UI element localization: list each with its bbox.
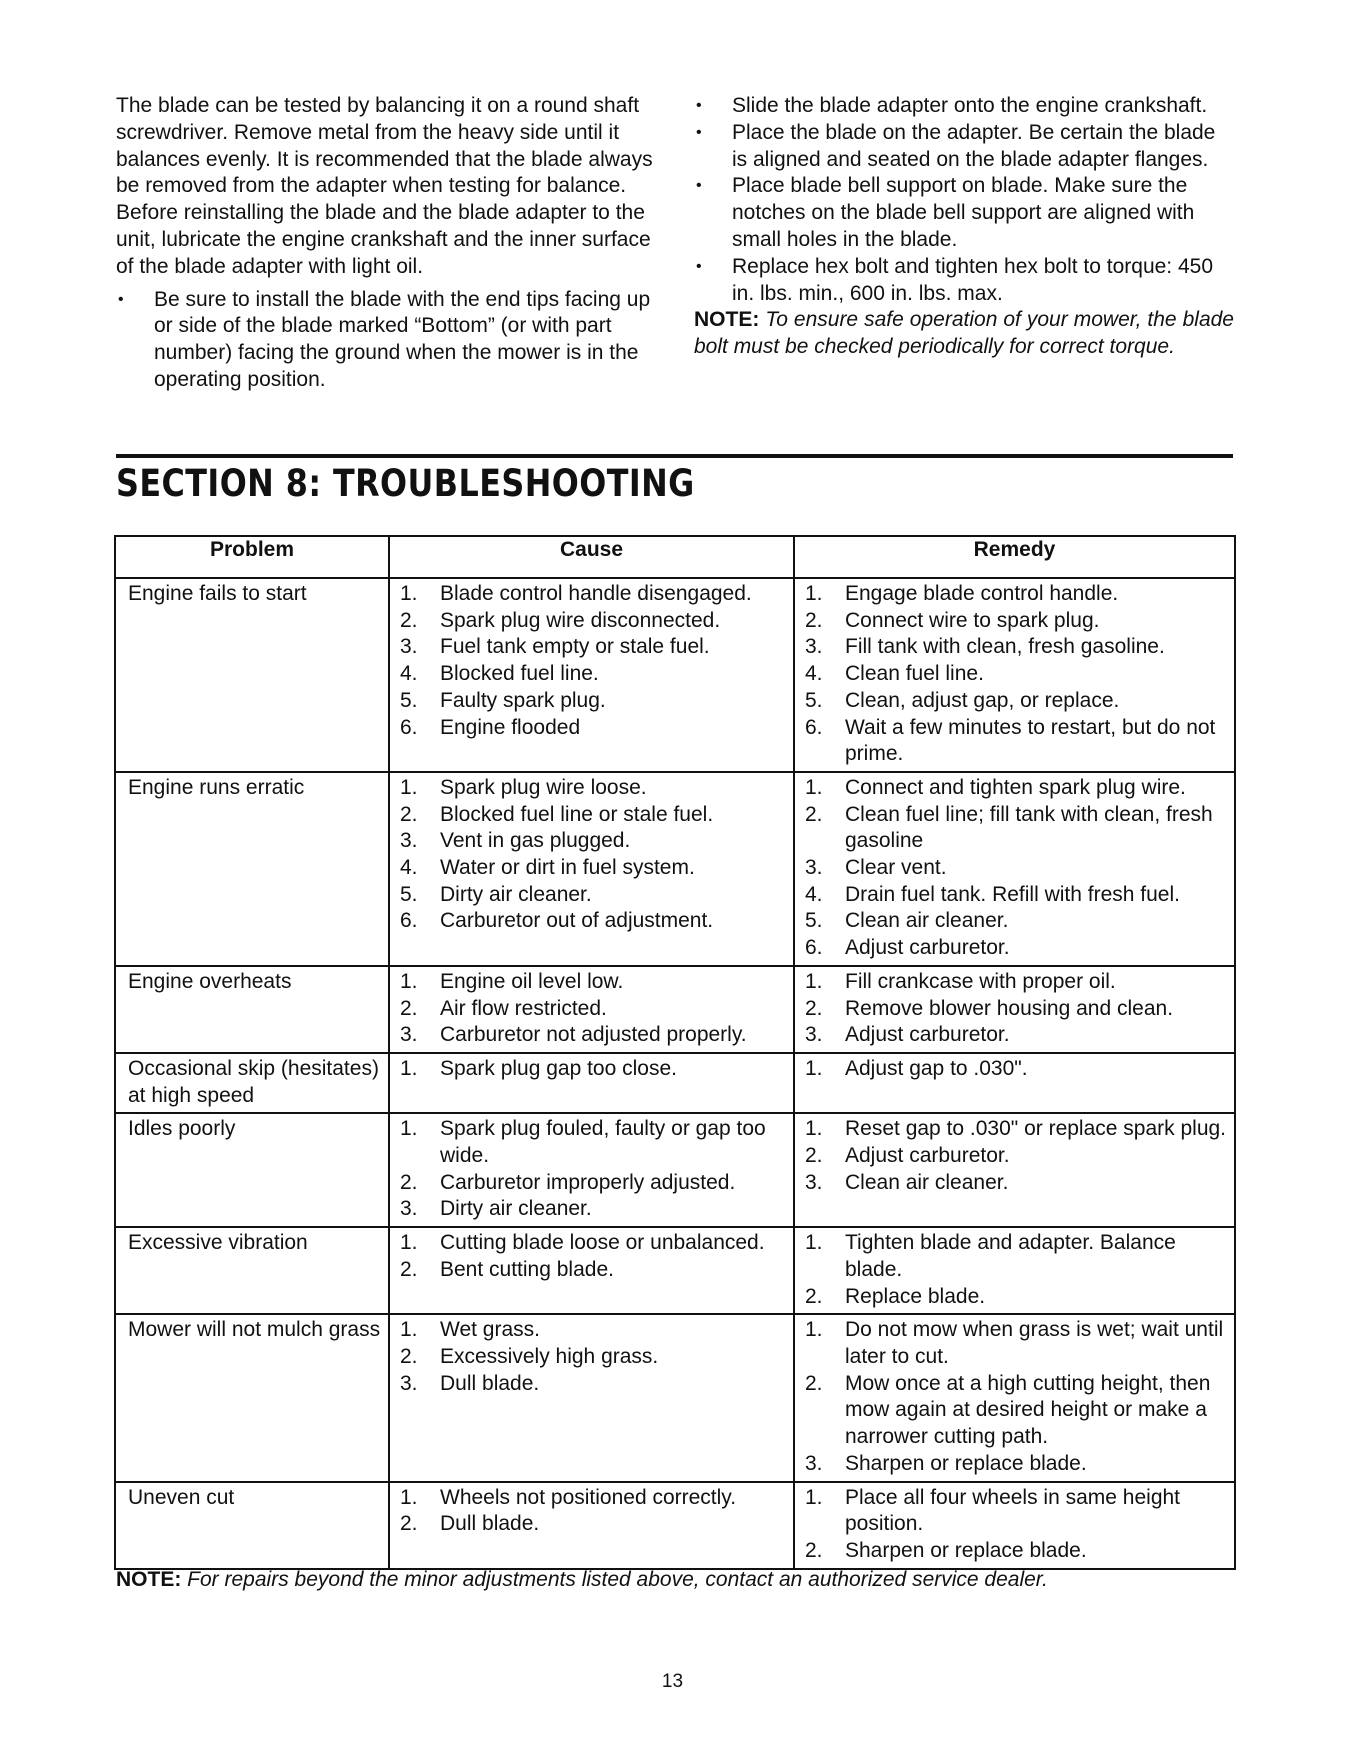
cause-item <box>390 581 793 608</box>
item-text: Blocked fuel line or stale fuel. <box>440 802 714 826</box>
item-number: 6. <box>805 715 823 739</box>
item-text: Spark plug wire disconnected. <box>440 608 721 632</box>
item-number: 3. <box>805 1451 823 1475</box>
remedy-item <box>795 661 1234 688</box>
remedy-item <box>795 935 1234 962</box>
item-number: 4. <box>805 662 823 686</box>
cause-list <box>390 1485 793 1538</box>
column-header-problem: Problem <box>115 536 389 578</box>
item-text: Fuel tank empty or stale fuel. <box>440 635 710 659</box>
item-number: 1. <box>400 1056 418 1080</box>
item-text: Clean fuel line. <box>845 662 984 686</box>
item-number: 1. <box>400 1318 418 1342</box>
bullet-item: • Be sure to install the blade with the end tips facing up or side of the blade marked “Bottom” (or with part number) facing the ground when the mower is in the operating position. <box>116 287 656 394</box>
cause-list <box>390 1317 793 1397</box>
item-number: 2. <box>805 1538 823 1562</box>
remedy-item <box>795 1538 1234 1565</box>
item-number: 2. <box>805 996 823 1020</box>
remedy-item <box>795 608 1234 635</box>
troubleshooting-table <box>114 535 1236 1570</box>
problem-cell: Engine fails to start <box>115 578 389 772</box>
item-text: Spark plug gap too close. <box>440 1056 677 1080</box>
cause-item <box>390 1317 793 1344</box>
item-text: Dirty air cleaner. <box>440 1197 592 1221</box>
cause-cell <box>389 578 794 772</box>
remedy-list <box>795 1485 1234 1565</box>
table-row <box>115 1227 1235 1314</box>
item-text: Spark plug wire loose. <box>440 775 647 799</box>
remedy-cell <box>794 1053 1235 1113</box>
cause-item <box>390 775 793 802</box>
item-text: Blocked fuel line. <box>440 662 599 686</box>
remedy-cell <box>794 578 1235 772</box>
remedy-list <box>795 775 1234 962</box>
cause-item <box>390 1257 793 1284</box>
item-text: Excessively high grass. <box>440 1344 659 1368</box>
item-number: 1. <box>400 1231 418 1255</box>
cause-item <box>390 1196 793 1223</box>
cause-item <box>390 908 793 935</box>
footer-note-label: NOTE: <box>116 1568 182 1591</box>
cause-cell <box>389 1482 794 1569</box>
cause-item <box>390 1022 793 1049</box>
intro-paragraph: The blade can be tested by balancing it on a round shaft screwdriver. Remove metal from the heavy side until it balances evenly. It is recommended that the blade always be removed from the adapter when testing for balance. Before reinstalling the blade and the blade adapter to the unit, lubricate the engine crankshaft and the inner surface of the blade adapter with light oil. <box>116 94 653 278</box>
cause-item <box>390 969 793 996</box>
bullet-item: • Place the blade on the adapter. Be certain the blade is aligned and seated on the blade adapter flanges. <box>694 120 1234 174</box>
item-number: 1. <box>400 969 418 993</box>
remedy-item <box>795 688 1234 715</box>
cause-item <box>390 634 793 661</box>
item-text: Place all four wheels in same height position. <box>845 1485 1181 1536</box>
cause-item <box>390 1511 793 1538</box>
item-number: 3. <box>400 635 418 659</box>
item-number: 3. <box>805 856 823 880</box>
item-number: 2. <box>805 608 823 632</box>
item-text: Clean air cleaner. <box>845 909 1009 933</box>
remedy-list <box>795 969 1234 1049</box>
item-text: Cutting blade loose or unbalanced. <box>440 1231 765 1255</box>
item-text: Remove blower housing and clean. <box>845 996 1174 1020</box>
item-number: 3. <box>805 1023 823 1047</box>
item-text: Wet grass. <box>440 1318 540 1342</box>
bullet-item: • Place blade bell support on blade. Make sure the notches on the blade bell support are aligned with small holes in the blade. <box>694 173 1234 253</box>
cause-cell <box>389 966 794 1053</box>
remedy-item <box>795 1230 1234 1283</box>
item-number: 1. <box>805 1231 823 1255</box>
item-number: 4. <box>400 856 418 880</box>
intro-left-bullets <box>116 287 656 394</box>
cause-cell <box>389 1053 794 1113</box>
remedy-item <box>795 1317 1234 1370</box>
item-text: Faulty spark plug. <box>440 688 606 712</box>
cause-list <box>390 775 793 935</box>
item-number: 4. <box>400 662 418 686</box>
table-row <box>115 1113 1235 1227</box>
remedy-cell <box>794 1482 1235 1569</box>
cause-item <box>390 1116 793 1169</box>
cause-list <box>390 581 793 741</box>
item-text: Engine flooded <box>440 715 581 739</box>
remedy-item <box>795 1451 1234 1478</box>
problem-cell: Engine runs erratic <box>115 772 389 966</box>
table-row <box>115 578 1235 772</box>
item-number: 3. <box>400 829 418 853</box>
item-text: Sharpen or replace blade. <box>845 1451 1087 1475</box>
remedy-cell <box>794 772 1235 966</box>
table-row <box>115 966 1235 1053</box>
item-text: Wait a few minutes to restart, but do not prime. <box>845 715 1216 766</box>
cause-item <box>390 608 793 635</box>
intro-right-bullets <box>694 93 1234 307</box>
torque-note <box>694 307 1234 361</box>
remedy-cell <box>794 1314 1235 1481</box>
item-text: Water or dirt in fuel system. <box>440 856 695 880</box>
intro-left-column <box>116 93 656 394</box>
footer-note <box>116 1568 1233 1592</box>
remedy-item <box>795 1143 1234 1170</box>
problem-cell: Engine overheats <box>115 966 389 1053</box>
remedy-item <box>795 996 1234 1023</box>
remedy-item <box>795 1056 1234 1083</box>
item-number: 3. <box>400 1371 418 1395</box>
cause-item <box>390 1344 793 1371</box>
item-number: 3. <box>805 635 823 659</box>
item-text: Reset gap to .030" or replace spark plug. <box>845 1117 1227 1141</box>
item-number: 3. <box>400 1197 418 1221</box>
item-text: Tighten blade and adapter. Balance blade. <box>845 1231 1176 1281</box>
table-row <box>115 1053 1235 1113</box>
item-number: 2. <box>805 1144 823 1168</box>
remedy-item <box>795 969 1234 996</box>
remedy-item <box>795 882 1234 909</box>
item-text: Carburetor not adjusted properly. <box>440 1023 747 1047</box>
item-number: 2. <box>400 1344 418 1368</box>
note-label: NOTE: <box>694 308 760 332</box>
cause-item <box>390 1170 793 1197</box>
item-number: 2. <box>805 1284 823 1308</box>
remedy-item <box>795 634 1234 661</box>
cause-item <box>390 828 793 855</box>
item-text: Spark plug fouled, faulty or gap too wide. <box>440 1117 766 1168</box>
cause-cell <box>389 1227 794 1314</box>
bullet-item: • Slide the blade adapter onto the engine crankshaft. <box>694 93 1234 120</box>
item-text: Wheels not positioned correctly. <box>440 1485 737 1509</box>
item-text: Mow once at a high cutting height, then mow again at desired height or make a narrower cutting path. <box>845 1371 1211 1449</box>
table-row <box>115 772 1235 966</box>
item-number: 5. <box>400 882 418 906</box>
item-number: 5. <box>805 909 823 933</box>
problem-cell: Idles poorly <box>115 1113 389 1227</box>
item-text: Carburetor improperly adjusted. <box>440 1170 736 1194</box>
item-text: Dirty air cleaner. <box>440 882 592 906</box>
item-text: Adjust gap to .030". <box>845 1056 1028 1080</box>
table-body <box>115 578 1235 1569</box>
item-number: 2. <box>400 996 418 1020</box>
item-number: 1. <box>805 582 823 605</box>
item-number: 3. <box>805 1170 823 1194</box>
cause-item <box>390 688 793 715</box>
item-text: Sharpen or replace blade. <box>845 1538 1087 1562</box>
cause-item <box>390 855 793 882</box>
cause-item <box>390 715 793 742</box>
remedy-item <box>795 715 1234 768</box>
remedy-item <box>795 775 1234 802</box>
remedy-list <box>795 1116 1234 1196</box>
item-text: Engine oil level low. <box>440 969 624 993</box>
column-header-remedy: Remedy <box>794 536 1235 578</box>
column-header-cause: Cause <box>389 536 794 578</box>
remedy-list <box>795 581 1234 768</box>
section-divider <box>116 454 1233 458</box>
item-number: 1. <box>805 1485 823 1509</box>
cause-cell <box>389 772 794 966</box>
item-number: 1. <box>400 1117 418 1141</box>
item-text: Vent in gas plugged. <box>440 829 631 853</box>
item-text: Clean fuel line; fill tank with clean, fresh gasoline <box>845 802 1213 853</box>
item-text: Adjust carburetor. <box>845 1144 1010 1168</box>
problem-cell: Uneven cut <box>115 1482 389 1569</box>
cause-item <box>390 1485 793 1512</box>
table-row <box>115 1482 1235 1569</box>
item-text: Air flow restricted. <box>440 996 607 1020</box>
problem-cell: Mower will not mulch grass <box>115 1314 389 1481</box>
item-number: 6. <box>400 909 418 933</box>
item-number: 5. <box>805 688 823 712</box>
item-text: Drain fuel tank. Refill with fresh fuel. <box>845 882 1180 906</box>
remedy-cell <box>794 1113 1235 1227</box>
cause-cell <box>389 1113 794 1227</box>
remedy-item <box>795 1116 1234 1143</box>
cause-item <box>390 1056 793 1083</box>
problem-cell: Occasional skip (hesitates) at high speed <box>115 1053 389 1113</box>
remedy-item <box>795 802 1234 855</box>
item-number: 3. <box>400 1023 418 1047</box>
cause-list <box>390 1230 793 1283</box>
item-number: 1. <box>400 775 418 799</box>
item-text: Connect and tighten spark plug wire. <box>845 775 1186 799</box>
page-number: 13 <box>661 1671 684 1692</box>
item-number: 1. <box>805 1056 823 1080</box>
remedy-cell <box>794 966 1235 1053</box>
item-number: 1. <box>805 775 823 799</box>
cause-item <box>390 996 793 1023</box>
cause-item <box>390 1371 793 1398</box>
remedy-item <box>795 1022 1234 1049</box>
item-number: 2. <box>400 1257 418 1281</box>
cause-list <box>390 1056 793 1083</box>
item-text: Carburetor out of adjustment. <box>440 909 714 933</box>
remedy-item <box>795 1485 1234 1538</box>
remedy-item <box>795 1371 1234 1451</box>
item-text: Clean air cleaner. <box>845 1170 1009 1194</box>
cause-item <box>390 882 793 909</box>
note-text: To ensure safe operation of your mower, the blade bolt must be checked periodically for correct torque. <box>694 308 1234 359</box>
item-text: Dull blade. <box>440 1512 540 1536</box>
remedy-item <box>795 855 1234 882</box>
item-text: Fill tank with clean, fresh gasoline. <box>845 635 1165 659</box>
item-number: 1. <box>805 1318 823 1342</box>
item-number: 1. <box>805 969 823 993</box>
item-number: 4. <box>805 882 823 906</box>
item-text: Adjust carburetor. <box>845 936 1010 960</box>
cause-cell <box>389 1314 794 1481</box>
cause-list <box>390 969 793 1049</box>
remedy-list <box>795 1056 1234 1083</box>
item-number: 2. <box>400 802 418 826</box>
item-number: 6. <box>805 936 823 960</box>
item-text: Dull blade. <box>440 1371 540 1395</box>
item-text: Adjust carburetor. <box>845 1023 1010 1047</box>
item-text: Clean, adjust gap, or replace. <box>845 688 1120 712</box>
item-number: 2. <box>400 608 418 632</box>
item-text: Do not mow when grass is wet; wait until later to cut. <box>845 1318 1224 1368</box>
item-number: 2. <box>805 802 823 826</box>
cause-item <box>390 802 793 829</box>
cause-item <box>390 661 793 688</box>
item-text: Bent cutting blade. <box>440 1257 614 1281</box>
remedy-item <box>795 1284 1234 1311</box>
item-number: 2. <box>400 1170 418 1194</box>
item-text: Blade control handle disengaged. <box>440 582 752 605</box>
remedy-cell <box>794 1227 1235 1314</box>
item-number: 1. <box>400 582 418 605</box>
remedy-list <box>795 1317 1234 1477</box>
table-header-row <box>115 536 1235 578</box>
item-number: 1. <box>805 1117 823 1141</box>
remedy-item <box>795 908 1234 935</box>
remedy-item <box>795 581 1234 608</box>
item-number: 2. <box>805 1371 823 1395</box>
bullet-item: • Replace hex bolt and tighten hex bolt to torque: 450 in. lbs. min., 600 in. lbs. max. <box>694 254 1234 308</box>
item-text: Replace blade. <box>845 1284 986 1308</box>
problem-cell: Excessive vibration <box>115 1227 389 1314</box>
remedy-item <box>795 1170 1234 1197</box>
item-number: 5. <box>400 688 418 712</box>
item-text: Fill crankcase with proper oil. <box>845 969 1116 993</box>
intro-right-column <box>694 93 1234 361</box>
table-row <box>115 1314 1235 1481</box>
section-title: SECTION 8: TROUBLESHOOTING <box>116 462 695 505</box>
remedy-list <box>795 1230 1234 1310</box>
footer-note-text: For repairs beyond the minor adjustments listed above, contact an authorized service dealer. <box>187 1568 1048 1591</box>
cause-list <box>390 1116 793 1223</box>
cause-item <box>390 1230 793 1257</box>
item-text: Connect wire to spark plug. <box>845 608 1100 632</box>
item-text: Engage blade control handle. <box>845 582 1119 605</box>
item-number: 1. <box>400 1485 418 1509</box>
item-text: Clear vent. <box>845 856 947 880</box>
item-number: 6. <box>400 715 418 739</box>
item-number: 2. <box>400 1512 418 1536</box>
